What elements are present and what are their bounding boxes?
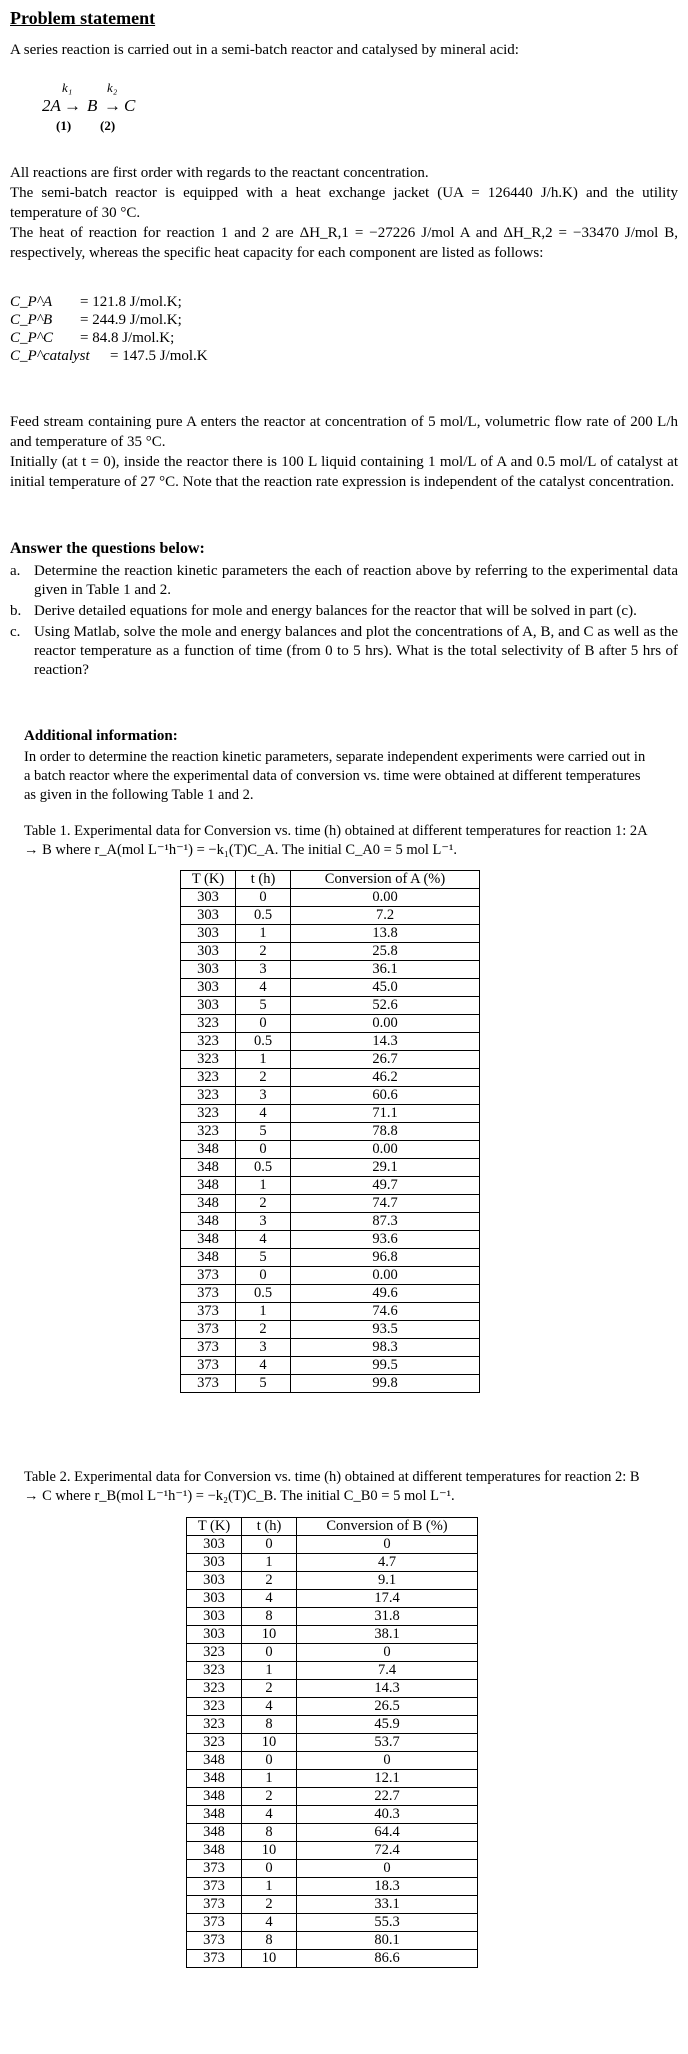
table-cell: 3 [236, 1213, 291, 1231]
column-header: T (K) [181, 871, 236, 889]
table-row [187, 1878, 478, 1896]
table-cell: 5 [236, 1123, 291, 1141]
table-cell: 2 [242, 1788, 297, 1806]
table-cell: 10 [242, 1626, 297, 1644]
table-cell: 0 [297, 1752, 478, 1770]
heat-capacity-value: = 84.8 J/mol.K; [80, 330, 175, 346]
table-row [181, 1357, 480, 1375]
table-row [181, 1177, 480, 1195]
table-cell: 323 [187, 1716, 242, 1734]
table-cell: 373 [181, 1303, 236, 1321]
heat-capacity-symbol: C_P^catalyst [10, 348, 90, 364]
question-c [10, 623, 678, 680]
table-cell: 0 [242, 1644, 297, 1662]
table-cell: 303 [187, 1608, 242, 1626]
table-cell: 4 [236, 1357, 291, 1375]
feed-stream-text: Feed stream containing pure A enters the reactor at concentration of 5 mol/L, volumetric flow rate of 200 L/h and temperature of 35 °C. [10, 414, 678, 450]
table-cell: 29.1 [291, 1159, 480, 1177]
table-cell: 33.1 [297, 1896, 478, 1914]
table-row [181, 1249, 480, 1267]
table-row [181, 1123, 480, 1141]
table-cell: 87.3 [291, 1213, 480, 1231]
heat-capacity-value: = 147.5 J/mol.K [110, 348, 208, 364]
table-cell: 5 [236, 1249, 291, 1267]
table-row [181, 1231, 480, 1249]
table-cell: 373 [181, 1267, 236, 1285]
intermediate-b: B [87, 96, 98, 115]
table-row [187, 1914, 478, 1932]
table-cell: 0 [297, 1644, 478, 1662]
table-row [181, 1159, 480, 1177]
table-cell: 303 [181, 907, 236, 925]
table-row [187, 1788, 478, 1806]
table-cell: 348 [181, 1141, 236, 1159]
table-cell: 0 [242, 1860, 297, 1878]
table-cell: 1 [236, 1303, 291, 1321]
table-cell: 9.1 [297, 1572, 478, 1590]
table-cell: 303 [181, 925, 236, 943]
table-cell: 348 [181, 1195, 236, 1213]
table-cell: 98.3 [291, 1339, 480, 1357]
table-cell: 49.7 [291, 1177, 480, 1195]
table-cell: 373 [187, 1932, 242, 1950]
table-cell: 323 [181, 1105, 236, 1123]
table-cell: 74.7 [291, 1195, 480, 1213]
rate-constant-k1: k₁ [62, 80, 73, 95]
table-row [181, 889, 480, 907]
table-row [181, 1141, 480, 1159]
table-cell: 64.4 [297, 1824, 478, 1842]
table-row [181, 1015, 480, 1033]
heat-capacity-value: = 121.8 J/mol.K; [80, 294, 182, 310]
table-row [187, 1698, 478, 1716]
questions-list [10, 562, 678, 682]
table-cell: 8 [242, 1716, 297, 1734]
table-cell: 0 [297, 1860, 478, 1878]
question-text: Using Matlab, solve the mole and energy balances and plot the concentrations of A, B, and C as well as the reactor temperature as a function of time (from 0 to 5 hrs). What is the total selectivity of B after 5 hrs of reaction? [34, 624, 678, 678]
question-label: b. [10, 603, 22, 619]
table-cell: 10 [242, 1842, 297, 1860]
table-cell: 323 [181, 1015, 236, 1033]
heat-capacity-c [10, 329, 410, 347]
table-cell: 17.4 [297, 1590, 478, 1608]
reactant-a: 2A [42, 96, 61, 115]
table-cell: 2 [242, 1572, 297, 1590]
table-cell: 60.6 [291, 1087, 480, 1105]
table-cell: 323 [187, 1662, 242, 1680]
table-cell: 86.6 [297, 1950, 478, 1968]
table-cell: 2 [236, 1195, 291, 1213]
table-cell: 5 [236, 997, 291, 1015]
table-row [187, 1734, 478, 1752]
table-row [187, 1680, 478, 1698]
table-cell: 348 [181, 1231, 236, 1249]
question-a [10, 562, 678, 600]
table-cell: 49.6 [291, 1285, 480, 1303]
table-cell: 323 [187, 1698, 242, 1716]
table-cell: 8 [242, 1824, 297, 1842]
intro-text: A series reaction is carried out in a semi-batch reactor and catalysed by mineral acid: [10, 42, 519, 58]
table-cell: 45.9 [297, 1716, 478, 1734]
table-cell: 3 [236, 961, 291, 979]
table-row [181, 1213, 480, 1231]
reaction-scheme [42, 80, 182, 150]
table-cell: 10 [242, 1950, 297, 1968]
table-cell: 348 [181, 1213, 236, 1231]
table-cell: 303 [187, 1572, 242, 1590]
table-row [187, 1536, 478, 1554]
table-cell: 348 [187, 1788, 242, 1806]
table-row [181, 1339, 480, 1357]
table-cell: 2 [236, 1321, 291, 1339]
table-cell: 323 [181, 1069, 236, 1087]
heat-capacity-symbol: C_P^A [10, 294, 53, 310]
table-cell: 303 [181, 943, 236, 961]
table-cell: 0 [236, 1015, 291, 1033]
table-cell: 303 [181, 889, 236, 907]
table-cell: 10 [242, 1734, 297, 1752]
table-cell: 1 [242, 1878, 297, 1896]
table-cell: 14.3 [297, 1680, 478, 1698]
table-cell: 22.7 [297, 1788, 478, 1806]
table-row [181, 1033, 480, 1051]
table-cell: 0.00 [291, 1141, 480, 1159]
table-cell: 4 [236, 1105, 291, 1123]
table-row [187, 1932, 478, 1950]
table-cell: 7.4 [297, 1662, 478, 1680]
column-header: t (h) [242, 1518, 297, 1536]
table-cell: 373 [181, 1285, 236, 1303]
first-order-text: All reactions are first order with regards to the reactant concentration. [10, 165, 429, 181]
heat-capacity-b [10, 311, 410, 329]
table-cell: 93.5 [291, 1321, 480, 1339]
table-cell: 373 [181, 1339, 236, 1357]
table-cell: 348 [187, 1752, 242, 1770]
table-header-row [181, 871, 480, 889]
table-cell: 4 [242, 1914, 297, 1932]
table-row [181, 961, 480, 979]
table-cell: 0.00 [291, 889, 480, 907]
table-cell: 303 [181, 979, 236, 997]
table-cell: 53.7 [297, 1734, 478, 1752]
table-cell: 373 [187, 1950, 242, 1968]
table-cell: 38.1 [297, 1626, 478, 1644]
table1 [180, 870, 480, 1393]
reaction-arrow-1: → [64, 96, 81, 115]
table-cell: 13.8 [291, 925, 480, 943]
table-cell: 4.7 [297, 1554, 478, 1572]
table-cell: 373 [187, 1896, 242, 1914]
table-row [187, 1644, 478, 1662]
table-cell: 303 [181, 997, 236, 1015]
questions-heading: Answer the questions below: [10, 540, 205, 557]
heat-capacity-symbol: C_P^C [10, 330, 54, 346]
table-row [187, 1608, 478, 1626]
table-row [181, 1285, 480, 1303]
initial-conditions-text: Initially (at t = 0), inside the reactor there is 100 L liquid containing 1 mol/L of A and 0.5 mol/L of catalyst at initial temperature of 27 °C. Note that the reaction rate expression is independent of the catalyst concentration. [10, 454, 678, 490]
table-cell: 74.6 [291, 1303, 480, 1321]
column-header: Conversion of A (%) [291, 871, 480, 889]
table-row [187, 1572, 478, 1590]
table-row [187, 1752, 478, 1770]
table-cell: 1 [242, 1770, 297, 1788]
table-cell: 4 [242, 1590, 297, 1608]
additional-info-heading: Additional information: [24, 728, 178, 744]
table-row [187, 1950, 478, 1968]
table-cell: 99.8 [291, 1375, 480, 1393]
table-row [187, 1806, 478, 1824]
table-header-row [187, 1518, 478, 1536]
product-c: C [124, 96, 136, 115]
table-cell: 0 [236, 1141, 291, 1159]
table-cell: 31.8 [297, 1608, 478, 1626]
table-row [181, 925, 480, 943]
table-cell: 93.6 [291, 1231, 480, 1249]
table-cell: 2 [236, 943, 291, 961]
table-cell: 45.0 [291, 979, 480, 997]
table-cell: 348 [187, 1806, 242, 1824]
question-label: c. [10, 624, 21, 640]
table-cell: 373 [187, 1860, 242, 1878]
question-text: Determine the reaction kinetic parameters the each of reaction above by referring to the experimental data given in Table 1 and 2. [34, 563, 678, 598]
table-cell: 18.3 [297, 1878, 478, 1896]
column-header: T (K) [187, 1518, 242, 1536]
table-cell: 40.3 [297, 1806, 478, 1824]
table-cell: 303 [181, 961, 236, 979]
heat-capacity-a [10, 293, 410, 311]
table-row [181, 1087, 480, 1105]
table-cell: 348 [187, 1770, 242, 1788]
table-cell: 14.3 [291, 1033, 480, 1051]
table-cell: 2 [242, 1680, 297, 1698]
table-row [187, 1626, 478, 1644]
table-cell: 373 [181, 1321, 236, 1339]
table-cell: 348 [181, 1159, 236, 1177]
table-cell: 0 [297, 1536, 478, 1554]
heat-capacity-value: = 244.9 J/mol.K; [80, 312, 182, 328]
table-cell: 12.1 [297, 1770, 478, 1788]
table-cell: 348 [187, 1842, 242, 1860]
table-row [181, 1375, 480, 1393]
table-cell: 1 [236, 925, 291, 943]
table-row [187, 1590, 478, 1608]
table-row [181, 1069, 480, 1087]
table-cell: 72.4 [297, 1842, 478, 1860]
table2 [186, 1517, 478, 1968]
table-row [187, 1824, 478, 1842]
table-cell: 8 [242, 1932, 297, 1950]
additional-info-text: In order to determine the reaction kinetic parameters, separate independent experiments were carried out in a batch reactor where the experimental data of conversion vs. time were obtained at different temperatures as given in the following Table 1 and 2. [24, 749, 646, 803]
table-cell: 5 [236, 1375, 291, 1393]
table-cell: 1 [236, 1051, 291, 1069]
table-cell: 348 [181, 1177, 236, 1195]
table-cell: 0.5 [236, 907, 291, 925]
column-header: t (h) [236, 871, 291, 889]
table-cell: 36.1 [291, 961, 480, 979]
table-cell: 303 [187, 1536, 242, 1554]
table-cell: 373 [181, 1375, 236, 1393]
table-cell: 0.5 [236, 1033, 291, 1051]
table-cell: 8 [242, 1608, 297, 1626]
table-cell: 4 [236, 1231, 291, 1249]
table-cell: 373 [187, 1878, 242, 1896]
table-cell: 0 [242, 1752, 297, 1770]
table-cell: 323 [181, 1123, 236, 1141]
table-cell: 99.5 [291, 1357, 480, 1375]
table-cell: 303 [187, 1554, 242, 1572]
table-cell: 26.5 [297, 1698, 478, 1716]
table-row [181, 907, 480, 925]
question-label: a. [10, 563, 21, 579]
table-row [181, 1105, 480, 1123]
table-cell: 323 [181, 1033, 236, 1051]
table-row [187, 1896, 478, 1914]
table-cell: 0 [236, 889, 291, 907]
table-cell: 4 [236, 979, 291, 997]
table-cell: 52.6 [291, 997, 480, 1015]
question-text: Derive detailed equations for mole and energy balances for the reactor that will be solved in part (c). [34, 603, 637, 619]
table-cell: 55.3 [297, 1914, 478, 1932]
table-cell: 323 [187, 1644, 242, 1662]
table1-caption: Table 1. Experimental data for Conversion vs. time (h) obtained at different temperatures for reaction 1: 2A → B where r_A(mol L⁻¹h⁻¹) = −k₁(T)C_A. The initial C_A0 = 5 mol L⁻¹. [24, 823, 647, 858]
table-cell: 26.7 [291, 1051, 480, 1069]
table-cell: 0 [242, 1536, 297, 1554]
table-cell: 323 [187, 1680, 242, 1698]
heat-exchange-text: The semi-batch reactor is equipped with a heat exchange jacket (UA = 126440 J/h.K) and the utility temperature of 30 °C. [10, 185, 678, 221]
reaction-label-2: (2) [100, 118, 116, 133]
column-header: Conversion of B (%) [297, 1518, 478, 1536]
heat-capacity-catalyst [10, 347, 410, 365]
table-cell: 2 [242, 1896, 297, 1914]
table2-caption: Table 2. Experimental data for Conversion vs. time (h) obtained at different temperatures for reaction 2: B → C where r_B(mol L⁻¹h⁻¹) = −k₂(T)C_B. The initial C_B0 = 5 mol L⁻¹. [24, 1469, 640, 1504]
heat-capacity-list [10, 293, 410, 365]
table-cell: 78.8 [291, 1123, 480, 1141]
table-row [187, 1860, 478, 1878]
table-cell: 0.5 [236, 1159, 291, 1177]
table-cell: 2 [236, 1069, 291, 1087]
heat-capacity-symbol: C_P^B [10, 312, 53, 328]
table-cell: 80.1 [297, 1932, 478, 1950]
table-cell: 4 [242, 1698, 297, 1716]
table-cell: 7.2 [291, 907, 480, 925]
page-title: Problem statement [10, 8, 156, 28]
table-row [181, 1303, 480, 1321]
table-row [181, 1267, 480, 1285]
table-cell: 323 [181, 1051, 236, 1069]
table-cell: 323 [187, 1734, 242, 1752]
table-row [181, 997, 480, 1015]
table-row [181, 979, 480, 997]
table-cell: 0.00 [291, 1015, 480, 1033]
table-cell: 323 [181, 1087, 236, 1105]
table-cell: 25.8 [291, 943, 480, 961]
table-row [181, 1195, 480, 1213]
table-cell: 303 [187, 1590, 242, 1608]
table-cell: 348 [187, 1824, 242, 1842]
table-cell: 373 [181, 1357, 236, 1375]
table-cell: 348 [181, 1249, 236, 1267]
table-row [187, 1770, 478, 1788]
table-row [187, 1842, 478, 1860]
question-b [10, 602, 678, 621]
table-row [187, 1662, 478, 1680]
table-cell: 4 [242, 1806, 297, 1824]
table-row [187, 1716, 478, 1734]
table-cell: 71.1 [291, 1105, 480, 1123]
heat-of-reaction-text: The heat of reaction for reaction 1 and 2 are ΔH_R,1 = −27226 J/mol A and ΔH_R,2 = −33470 J/mol B, respectively, whereas the specific heat capacity for each component are listed as follows: [10, 225, 678, 261]
table-row [181, 943, 480, 961]
table-cell: 1 [242, 1554, 297, 1572]
table-cell: 96.8 [291, 1249, 480, 1267]
table-cell: 373 [187, 1914, 242, 1932]
table-row [187, 1554, 478, 1572]
rate-constant-k2: k₂ [107, 80, 118, 95]
table-cell: 1 [242, 1662, 297, 1680]
table-cell: 1 [236, 1177, 291, 1195]
table-cell: 0.5 [236, 1285, 291, 1303]
table-row [181, 1321, 480, 1339]
table-cell: 303 [187, 1626, 242, 1644]
table-cell: 46.2 [291, 1069, 480, 1087]
reaction-arrow-2: → [104, 96, 121, 115]
table-cell: 0 [236, 1267, 291, 1285]
table-cell: 3 [236, 1339, 291, 1357]
table-row [181, 1051, 480, 1069]
table-cell: 3 [236, 1087, 291, 1105]
reaction-label-1: (1) [56, 118, 72, 133]
table-cell: 0.00 [291, 1267, 480, 1285]
